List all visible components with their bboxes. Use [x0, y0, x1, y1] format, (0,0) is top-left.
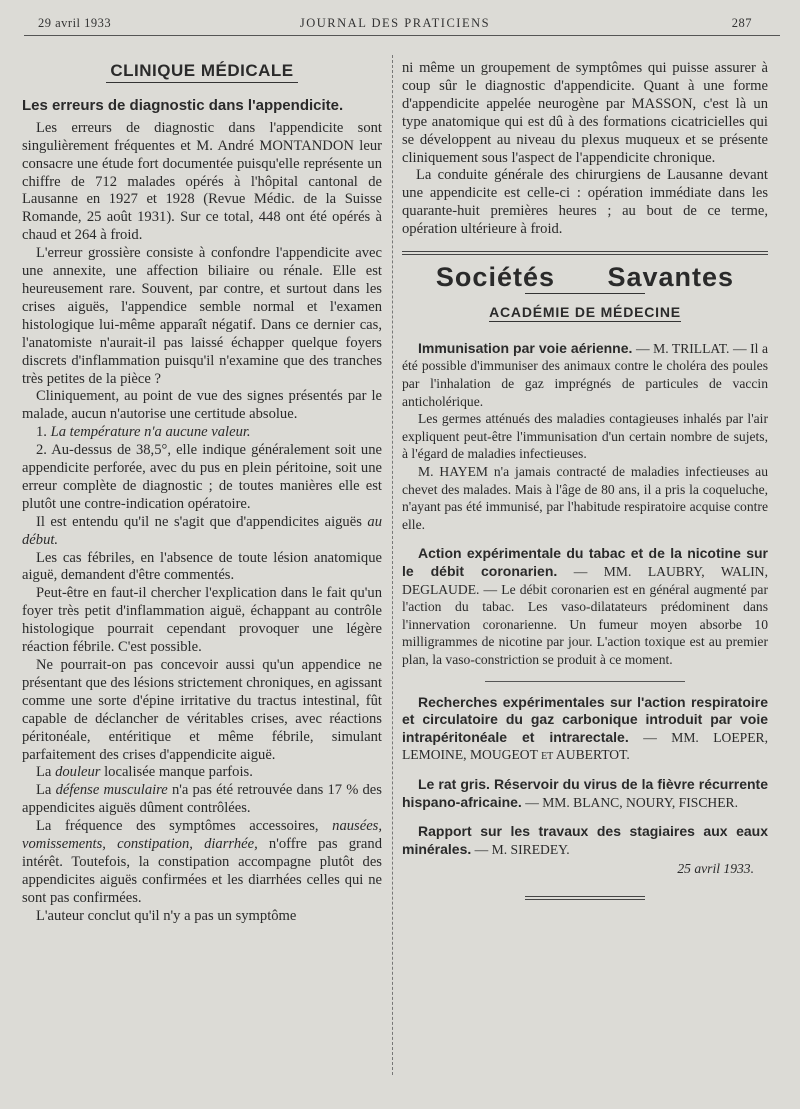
- paragraph: La douleur localisée manque parfois.: [36, 764, 253, 781]
- communication-authors: — MM. BLANC, NOURY, FISCHER.: [525, 794, 738, 810]
- communication-item: [402, 823, 768, 878]
- paragraph: Ne pourrait-on pas concevoir aussi qu'un appendice ne présentant que des lésions strictement chroniques, en agissant comme une sorte d'épine irritative du tractus intestinal, fût capable de déclancher de véritables crises, avec réactions péritonéale, entéritique et même fébrile, simulant parfaitement des crises d'appendicite aiguë.: [22, 657, 382, 763]
- journal-title: JOURNAL DES PRATICIENS: [299, 16, 491, 30]
- communication-title: Le rat gris. Réservoir du virus de la fièvre récurrente hispano-africaine.: [402, 775, 768, 810]
- paragraph: Les erreurs de diagnostic dans l'appendicite sont singulièrement fréquentes et M. André MONTANDON leur consacre une étude fort documentée puisqu'elle représente un chiffre de 712 malades opérés à l'hôpital cantonal de Lausanne en 1927 et 1928 (Revue Médic. de la Suisse Romande, 25 août 1931). Sur ce total, 448 ont été opérés à chaud et 264 à froid.: [22, 119, 382, 244]
- paragraph: Il est entendu qu'il ne s'agit que d'appendicites aiguës au début.: [22, 513, 382, 548]
- communication-title: Recherches expérimentales sur l'action respiratoire et circulatoire du gaz carbonique introduit par voie intrapéritonéale et intrarectale.: [402, 693, 768, 745]
- section-rule: [402, 251, 768, 255]
- communication-item: Action expérimentale du tabac et de la nicotine sur le débit coronarien. — MM. LAUBRY, WALIN, DEGLAUDE. — Le débit coronarien est en général augmenté par l'action du tabac. Les vaso-dilatateurs prédominent dans l'innervation coronarienne. Un fumeur moyen absorbe 10 milligrammes de nicotine par jour. L'action toxique est au premier plan, la vaso-constriction se produit à ce moment.: [402, 545, 768, 667]
- paragraph: L'erreur grossière consiste à confondre l'appendicite avec une annexite, une affection biliaire ou rénale. Elle est heureusement rare. Souvent, par contre, et surtout dans les crises aiguës, l'appendice semble normal et l'examen histologique lui-même apparaît négatif. Dans ce dernier cas, l'anatomiste n'aurait-il pas laissé échapper quelque foyers discrets d'inflammation puisqu'il n'examine que des tranches très petites de la pièce ?: [22, 245, 382, 387]
- paragraph: Cliniquement, au point de vue des signes présentés par le malade, aucun n'autorise une certitude absolue.: [22, 388, 382, 423]
- session-date: 25 avril 1933.: [677, 861, 754, 877]
- article-title: Les erreurs de diagnostic dans l'appendicite.: [22, 96, 344, 114]
- section-heading: CLINIQUE MÉDICALE: [22, 62, 382, 83]
- separator-rule: [485, 681, 685, 682]
- communication-authors: — M. SIREDEY.: [474, 841, 570, 857]
- paragraph: La conduite générale des chirurgiens de Lausanne devant une appendicite est celle-ci : opération immédiate dans les quarante-huit premières heures ; au bout de ce terme, opération ultérieure à froid.: [402, 167, 768, 238]
- communication-title: Rapport sur les travaux des stagiaires aux eaux minérales.: [402, 823, 768, 857]
- paragraph: M. HAYEM n'a jamais contracté de maladies infectieuses au chevet des malades. Mais à l'âge de 80 ans, il a pris la coqueluche, n'ayant pas été immunisé, par l'habitude respiratoire acquise contre elle.: [402, 464, 768, 532]
- paragraph: ni même un groupement de symptômes qui puisse assurer à coup sûr le diagnostic d'appendicite. Quant à une forme d'appendicite appelée neurogène par MASSON, c'est là un type anatomique qui est dû à des formations cicatricielles qui se développent au niveau du plexus muqueux et se présente cliniquement sous l'aspect de l'appendicite chronique.: [402, 60, 768, 166]
- header-date: 29 avril 1933: [38, 16, 112, 30]
- societes-heading: Sociétés Savantes: [435, 262, 735, 293]
- communications: [402, 340, 768, 900]
- communication-authors: — MM. LOEPER, LEMOINE, MOUGEOT et AUBERTOT.: [402, 729, 768, 763]
- end-rule: [525, 896, 645, 900]
- header-rule: [24, 35, 780, 36]
- short-rule: [525, 293, 645, 294]
- communication-authors: — M. TRILLAT.: [635, 340, 730, 356]
- communication-title: Action expérimentale du tabac et de la nicotine sur le débit coronarien.: [402, 545, 768, 579]
- paragraph: La défense musculaire n'a pas été retrouvée dans 17 % des appendicites aiguës dûment contrôlées.: [22, 782, 382, 817]
- academie-heading: ACADÉMIE DE MÉDECINE: [489, 303, 681, 320]
- communication-item: Immunisation par voie aérienne. — M. TRILLAT. — Il a été possible d'immuniser des animaux contre le choléra des poules par l'inhalation de gaz imprégnés de particules de vaccin anticholérique. Les germes atténués des maladies contagieuses inhalés par l'air expliquent peut-être l'immunisation d'un certain nombre de sujets, à l'égard de maladies infectieuses. M. HAYEM n'a jamais contracté de maladies infectieuses au chevet des malades. Mais à l'âge de 80 ans, il a pris la coqueluche, n'ayant pas été immunisé, par l'habitude respiratoire acquise contre elle.: [402, 339, 769, 532]
- paragraph: 2. Au-dessus de 38,5°, elle indique généralement soit une appendicite perforée, avec du pus en plein péritoine, soit une erreur complète de diagnostic ; de toutes manières elle est plutôt une contre-indication opératoire.: [22, 442, 382, 512]
- paragraph: L'auteur conclut qu'il n'y a pas un symptôme: [36, 907, 297, 924]
- paragraph: Les germes atténués des maladies contagieuses inhalés par l'air expliquent peut-être l'immunisation d'un certain nombre de sujets, à l'égard de maladies infectieuses.: [402, 411, 768, 462]
- paragraph: La fréquence des symptômes accessoires, nausées, vomissements, constipation, diarrhée, n'offre pas grand intérêt. Toutefois, la constipation accompagne plutôt des appendicites aiguës confirmées et les diarrhées celles qui ne sont pas confirmées.: [22, 818, 382, 906]
- right-column: [402, 60, 768, 900]
- left-column: [22, 60, 382, 926]
- column-divider: [392, 55, 393, 1075]
- communication-title: Immunisation par voie aérienne.: [418, 339, 633, 356]
- paragraph: Les cas fébriles, en l'absence de toute lésion anatomique aiguë, demandent d'être commentés.: [22, 549, 382, 584]
- running-header: [38, 14, 752, 32]
- paragraph: 1. La température n'a aucune valeur.: [36, 424, 251, 441]
- communication-item: [402, 694, 768, 764]
- page-number: 287: [731, 16, 752, 30]
- communication-authors: — MM. LAUBRY, WALIN, DEGLAUDE.: [402, 564, 768, 597]
- communication-item: [402, 776, 768, 811]
- paragraph: Peut-être en faut-il chercher l'explication dans le fait qu'un foyer très petit d'inflammation aiguë, échappant au contrôle histologique pourrait cependant provoquer une légère réaction fébrile. C'est possible.: [22, 585, 382, 656]
